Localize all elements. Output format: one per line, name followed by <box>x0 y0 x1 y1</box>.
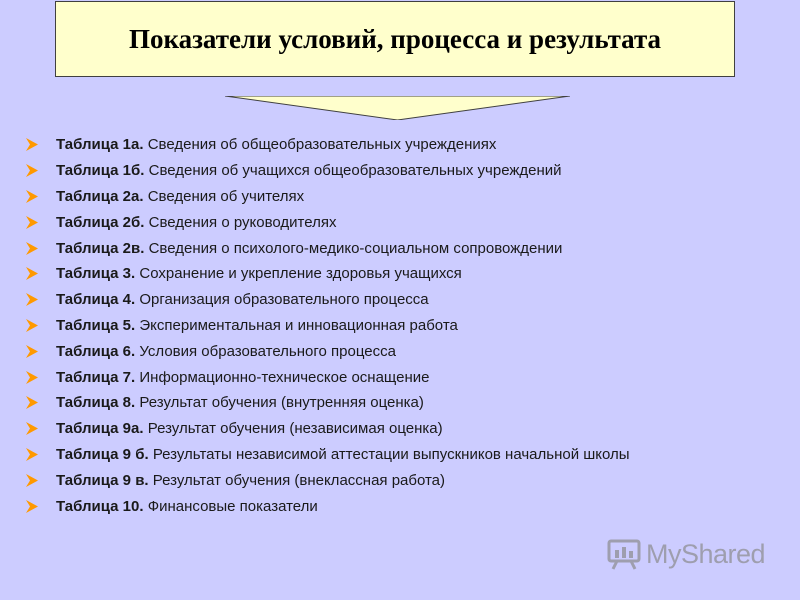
list-item <box>26 261 630 287</box>
orange-arrowhead-icon <box>26 500 56 513</box>
item-label: Таблица 9 в. <box>56 471 149 489</box>
item-text: Сохранение и укрепление здоровья учащихся <box>139 265 462 283</box>
orange-arrowhead-icon <box>26 422 56 435</box>
list-item <box>26 493 630 519</box>
list-item <box>26 158 630 184</box>
orange-arrowhead-icon <box>26 267 56 280</box>
watermark-text: MyShared <box>646 538 766 569</box>
list-item <box>26 287 630 313</box>
item-label: Таблица 6. <box>56 342 136 360</box>
list-item <box>26 184 630 210</box>
item-label: Таблица 4. <box>56 291 136 309</box>
orange-arrowhead-icon <box>26 396 56 409</box>
orange-arrowhead-icon <box>26 474 56 487</box>
item-text: Организация образовательного процесса <box>139 291 429 309</box>
item-text: Результат обучения (независимая оценка) <box>147 420 443 438</box>
list-item <box>26 132 630 158</box>
item-text: Сведения о руководителях <box>148 213 337 231</box>
orange-arrowhead-icon <box>26 345 56 358</box>
orange-arrowhead-icon <box>26 164 56 177</box>
list-item <box>26 338 630 364</box>
item-text: Результат обучения (внеклассная работа) <box>152 471 446 489</box>
item-text: Условия образовательного процесса <box>139 342 396 360</box>
orange-arrowhead-icon <box>26 190 56 203</box>
list-item <box>26 442 630 468</box>
list-item <box>26 416 630 442</box>
item-text: Информационно-техническое оснащение <box>139 368 430 386</box>
table-list <box>26 132 630 519</box>
item-label: Таблица 2в. <box>56 239 145 257</box>
item-text: Экспериментальная и инновационная работа <box>139 316 458 334</box>
orange-arrowhead-icon <box>26 216 56 229</box>
down-arrow-icon <box>225 96 570 120</box>
item-text: Сведения об учителях <box>147 187 305 205</box>
orange-arrowhead-icon <box>26 448 56 461</box>
myshared-logo-icon <box>607 537 643 571</box>
item-text: Финансовые показатели <box>147 497 318 515</box>
list-item <box>26 209 630 235</box>
title-box <box>55 1 735 77</box>
item-label: Таблица 10. <box>56 497 144 515</box>
slide-title: Показатели условий, процесса и результата <box>128 23 662 54</box>
item-label: Таблица 5. <box>56 316 136 334</box>
orange-arrowhead-icon <box>26 242 56 255</box>
orange-arrowhead-icon <box>26 319 56 332</box>
item-text: Сведения об общеобразовательных учреждениях <box>147 136 497 154</box>
list-item <box>26 390 630 416</box>
list-item <box>26 364 630 390</box>
item-text: Сведения об учащихся общеобразовательных учреждений <box>148 162 562 180</box>
item-text: Результаты независимой аттестации выпускников начальной школы <box>152 445 630 463</box>
item-label: Таблица 3. <box>56 265 136 283</box>
item-label: Таблица 9 б. <box>56 445 149 463</box>
item-text: Сведения о психолого-медико-социальном сопровождении <box>148 239 563 257</box>
orange-arrowhead-icon <box>26 293 56 306</box>
item-label: Таблица 1а. <box>56 136 144 154</box>
orange-arrowhead-icon <box>26 138 56 151</box>
item-label: Таблица 8. <box>56 394 136 412</box>
list-item <box>26 235 630 261</box>
item-text: Результат обучения (внутренняя оценка) <box>139 394 424 412</box>
item-label: Таблица 7. <box>56 368 136 386</box>
item-label: Таблица 2а. <box>56 187 144 205</box>
item-label: Таблица 1б. <box>56 162 145 180</box>
list-item <box>26 313 630 339</box>
orange-arrowhead-icon <box>26 371 56 384</box>
item-label: Таблица 2б. <box>56 213 145 231</box>
item-label: Таблица 9а. <box>56 420 144 438</box>
list-item <box>26 467 630 493</box>
watermark <box>607 537 765 571</box>
